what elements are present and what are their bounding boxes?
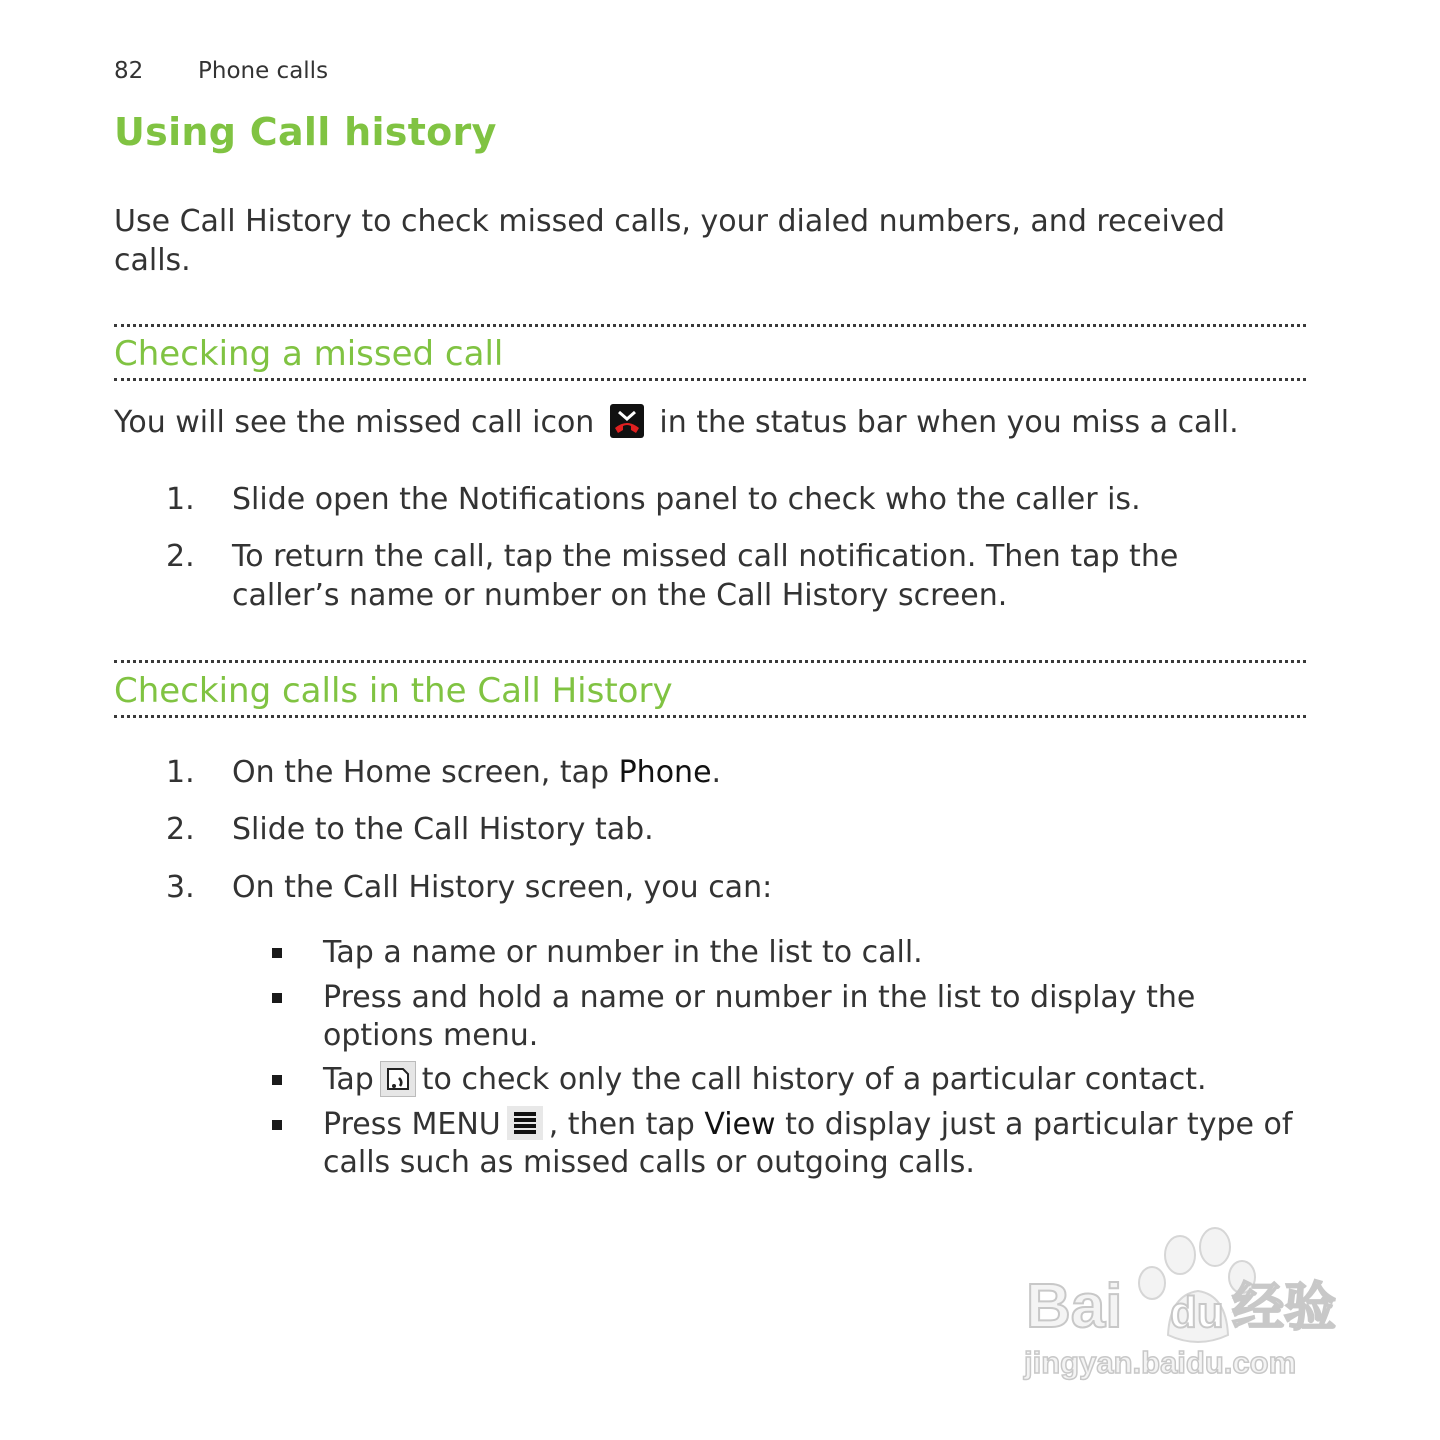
bullet-text: Press and hold a name or number in the list to display the options menu. (323, 980, 1196, 1053)
missed-call-paragraph (114, 404, 1239, 440)
divider (114, 660, 1306, 663)
bullet-text-after: to display just a particular type of calls such as missed calls or outgoing calls. (323, 1107, 1293, 1180)
step-text: On the Call History screen, you can: (232, 870, 773, 905)
menu-icon (507, 1106, 543, 1140)
intro-paragraph: Use Call History to check missed calls, your dialed numbers, and received calls. (114, 204, 1226, 278)
svg-text:du: du (1170, 1288, 1224, 1337)
step-text-before: On the Home screen, tap (232, 755, 619, 790)
step-number: 3. (166, 870, 195, 905)
section-name: Phone calls (198, 58, 329, 84)
step-text: To return the call, tap the missed call notification. Then tap the caller’s name or number on the Call History screen. (232, 539, 1179, 613)
svg-text:Bai: Bai (1026, 1272, 1123, 1341)
svg-text:jingyan.baidu.com: jingyan.baidu.com (1024, 1345, 1297, 1380)
step-number: 1. (166, 755, 195, 790)
step-text: Slide to the Call History tab. (232, 812, 654, 847)
section-heading-call-history: Checking calls in the Call History (114, 671, 673, 711)
view-label: View (704, 1107, 776, 1142)
page-title: Using Call history (114, 110, 497, 154)
step-text-after: . (711, 755, 722, 790)
step-number: 2. (166, 812, 195, 847)
divider (114, 324, 1306, 327)
step-text: Slide open the Notifications panel to check who the caller is. (232, 482, 1141, 517)
bullet-text-after: to check only the call history of a particular contact. (421, 1062, 1207, 1097)
running-header (114, 58, 328, 84)
bullet-square (272, 1120, 282, 1130)
bullet-text (323, 1106, 1313, 1182)
divider (114, 378, 1306, 381)
step-number: 1. (166, 482, 195, 517)
para-text-before: You will see the missed call icon (114, 405, 595, 440)
bullet-text-before: Press MENU (323, 1107, 501, 1142)
bullet-square (272, 1075, 282, 1085)
bullet-text-mid: , then tap (548, 1107, 705, 1142)
page-number: 82 (114, 58, 144, 84)
bullet-text (323, 1061, 1313, 1099)
step-text (232, 753, 1272, 792)
bullet-square (272, 948, 282, 958)
bullet-square (272, 993, 282, 1003)
step-number: 2. (166, 539, 195, 574)
contact-filter-icon (380, 1061, 416, 1097)
section-heading-missed-call: Checking a missed call (114, 334, 504, 374)
phone-label: Phone (618, 755, 712, 790)
divider (114, 715, 1306, 718)
para-text-after: in the status bar when you miss a call. (659, 405, 1239, 440)
bullet-text-before: Tap (323, 1062, 374, 1097)
svg-text:经验: 经验 (1232, 1279, 1337, 1337)
bullet-text: Tap a name or number in the list to call. (323, 935, 923, 970)
baidu-watermark-logo (1020, 1225, 1360, 1395)
missed-call-icon (610, 404, 644, 438)
